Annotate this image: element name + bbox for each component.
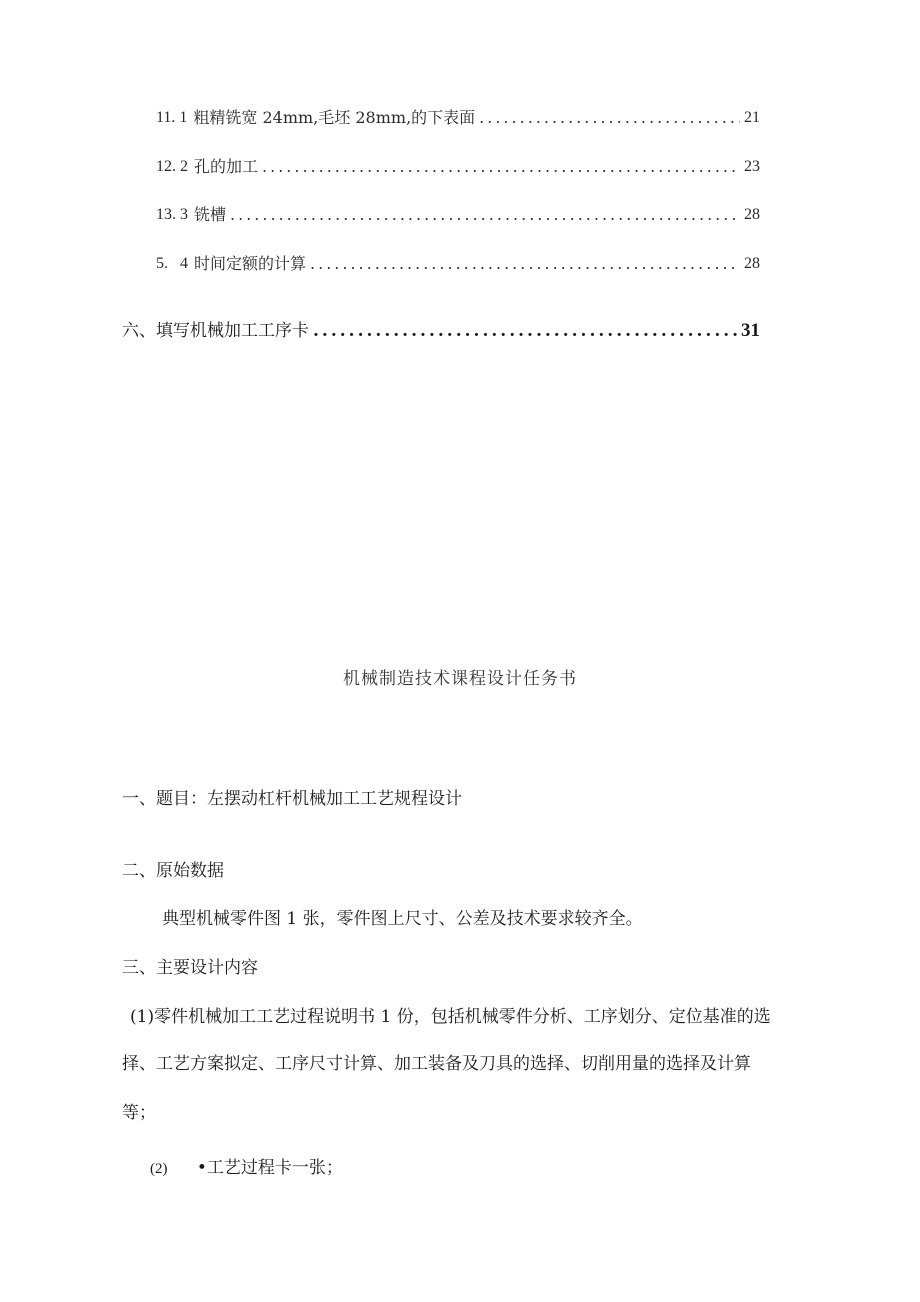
toc-leader-dots <box>230 205 740 225</box>
toc-entry-page: 21 <box>744 109 760 126</box>
toc-entry-12-2[interactable] <box>156 153 760 177</box>
section-2-heading: 二、原始数据 <box>122 861 224 881</box>
item-1-line-1: (1)零件机械加工工艺过程说明书 1 份，包括机械零件分析、工序划分、定位基准的选 <box>130 1007 771 1027</box>
toc-entry-5-4[interactable] <box>156 250 760 274</box>
toc-entry-title: 时间定额的计算 <box>194 254 307 273</box>
toc-entry-page: 23 <box>744 158 760 175</box>
toc-entry-number: 11. 1 <box>156 109 188 126</box>
item-2-number: (2) <box>150 1161 168 1177</box>
toc-leader-dots <box>313 320 737 342</box>
toc-entry-number: 12. 2 <box>156 158 188 175</box>
toc-entry-page: 28 <box>744 206 760 223</box>
toc-leader-dots <box>262 157 740 177</box>
toc-entry-page: 28 <box>744 255 760 272</box>
item-2 <box>150 1157 343 1180</box>
document-title: 机械制造技术课程设计任务书 <box>343 669 577 689</box>
toc-entry-section-6[interactable] <box>122 316 760 342</box>
item-1-line-2: 择、工艺方案拟定、工序尺寸计算、加工装备及刀具的选择、切削用量的选择及计算 <box>122 1054 751 1074</box>
toc-entry-title: 孔的加工 <box>194 157 259 176</box>
section-3-heading: 三、主要设计内容 <box>122 958 258 978</box>
section-1-heading: 一、题目：左摆动杠杆机械加工工艺规程设计 <box>122 789 462 809</box>
section-2-body: 典型机械零件图 1 张，零件图上尺寸、公差及技术要求较齐全。 <box>162 909 643 929</box>
toc-entry-title: 六、填写机械加工工序卡 <box>122 321 309 341</box>
toc-entry-page: 31 <box>741 320 760 341</box>
toc-entry-title: 粗精铣宽 24mm,毛坯 28mm,的下表面 <box>193 108 476 127</box>
toc-entry-11-1[interactable] <box>156 104 760 128</box>
toc-leader-dots <box>310 254 740 274</box>
item-2-text: •工艺过程卡一张； <box>196 1158 343 1178</box>
item-1-line-3: 等； <box>122 1103 156 1123</box>
toc-entry-title: 铣槽 <box>194 205 227 224</box>
toc-entry-13-3[interactable] <box>156 201 760 225</box>
toc-entry-number: 5. 4 <box>156 255 188 272</box>
toc-entry-number: 13. 3 <box>156 206 188 223</box>
toc-leader-dots <box>479 108 740 128</box>
